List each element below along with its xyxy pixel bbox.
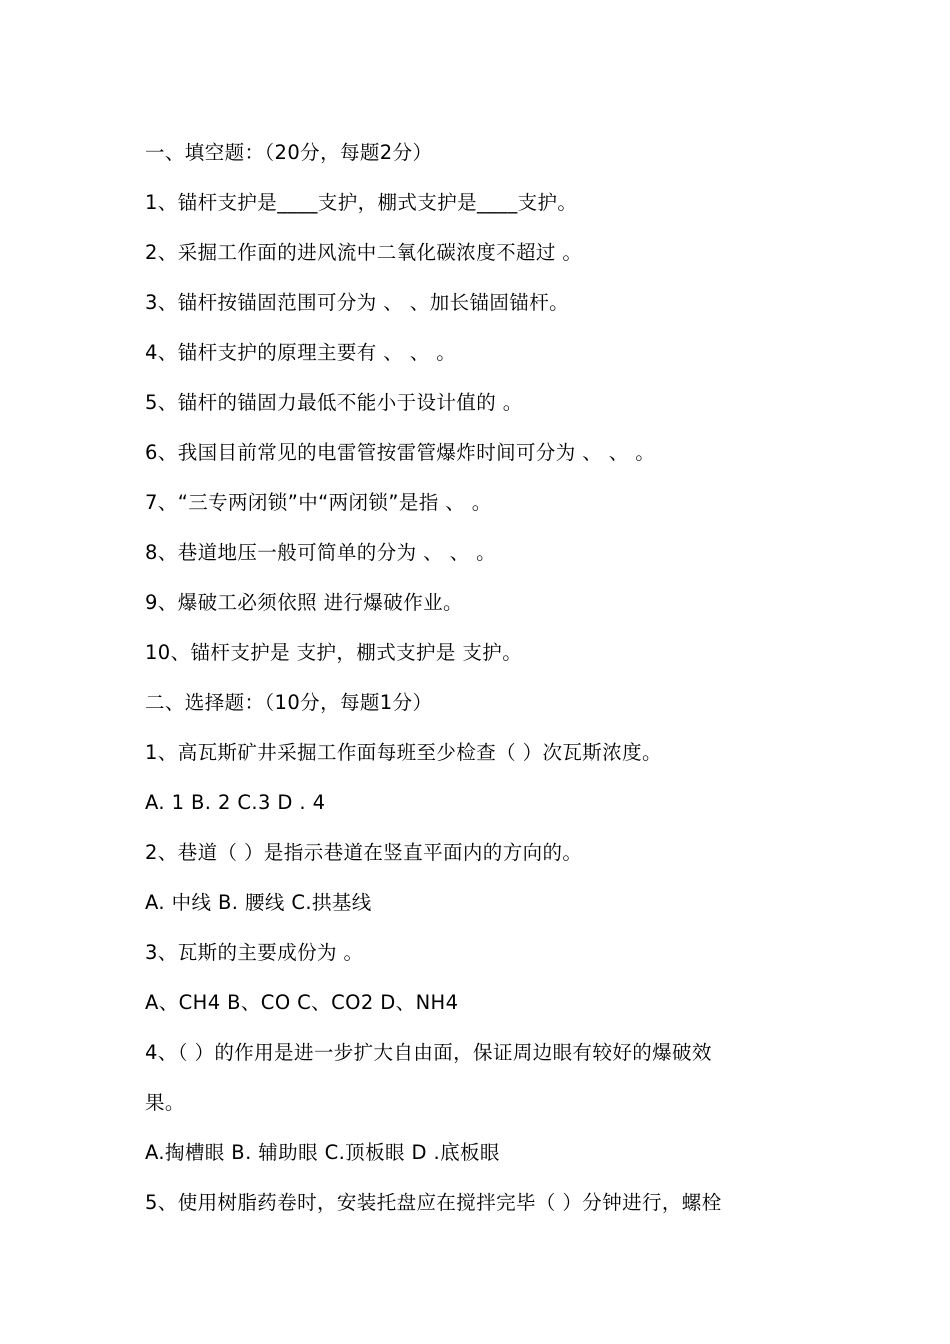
answer-options-line: A. 中线 B. 腰线 C.拱基线	[145, 891, 372, 914]
question-line: 10、锚杆支护是 支护，棚式支护是 支护。	[145, 641, 523, 664]
question-line: 8、巷道地压一般可简单的分为 、 、 。	[145, 541, 497, 564]
question-line: 3、锚杆按锚固范围可分为 、 、加长锚固锚杆。	[145, 291, 570, 314]
question-line: 5、使用树脂药卷时，安装托盘应在搅拌完毕（ ）分钟进行，螺栓	[145, 1191, 722, 1214]
question-line: 4、锚杆支护的原理主要有 、 、 。	[145, 341, 457, 364]
question-line: 2、采掘工作面的进风流中二氧化碳浓度不超过 。	[145, 241, 583, 264]
answer-options-line: A、CH4 B、CO C、CO2 D、NH4	[145, 991, 459, 1014]
question-line: 3、瓦斯的主要成份为 。	[145, 941, 364, 964]
answer-options-line: A. 1 B. 2 C.3 D . 4	[145, 791, 326, 814]
question-line: 6、我国目前常见的电雷管按雷管爆炸时间可分为 、 、 。	[145, 441, 656, 464]
answer-options-line: A.掏槽眼 B. 辅助眼 C.顶板眼 D .底板眼	[145, 1141, 500, 1164]
question-line: 5、锚杆的锚固力最低不能小于设计值的 。	[145, 391, 523, 414]
question-line: 1、高瓦斯矿井采掘工作面每班至少检查（ ）次瓦斯浓度。	[145, 741, 662, 764]
question-line: 9、爆破工必须依照 进行爆破作业。	[145, 591, 463, 614]
question-line: 2、巷道（ ）是指示巷道在竖直平面内的方向的。	[145, 841, 583, 864]
question-line: 1、锚杆支护是____支护，棚式支护是____支护。	[145, 191, 578, 214]
document-body	[145, 128, 815, 1228]
question-line: 4、（ ）的作用是进一步扩大自由面，保证周边眼有较好的爆破效	[145, 1041, 712, 1064]
section-heading-fill-in-blank: 一、填空题：（20分，每题2分）	[145, 141, 433, 164]
question-line-continuation: 果。	[145, 1091, 185, 1114]
section-heading-multiple-choice: 二、选择题：（10分，每题1分）	[145, 691, 433, 714]
question-line: 7、“三专两闭锁”中“两闭锁”是指 、 。	[145, 491, 492, 514]
